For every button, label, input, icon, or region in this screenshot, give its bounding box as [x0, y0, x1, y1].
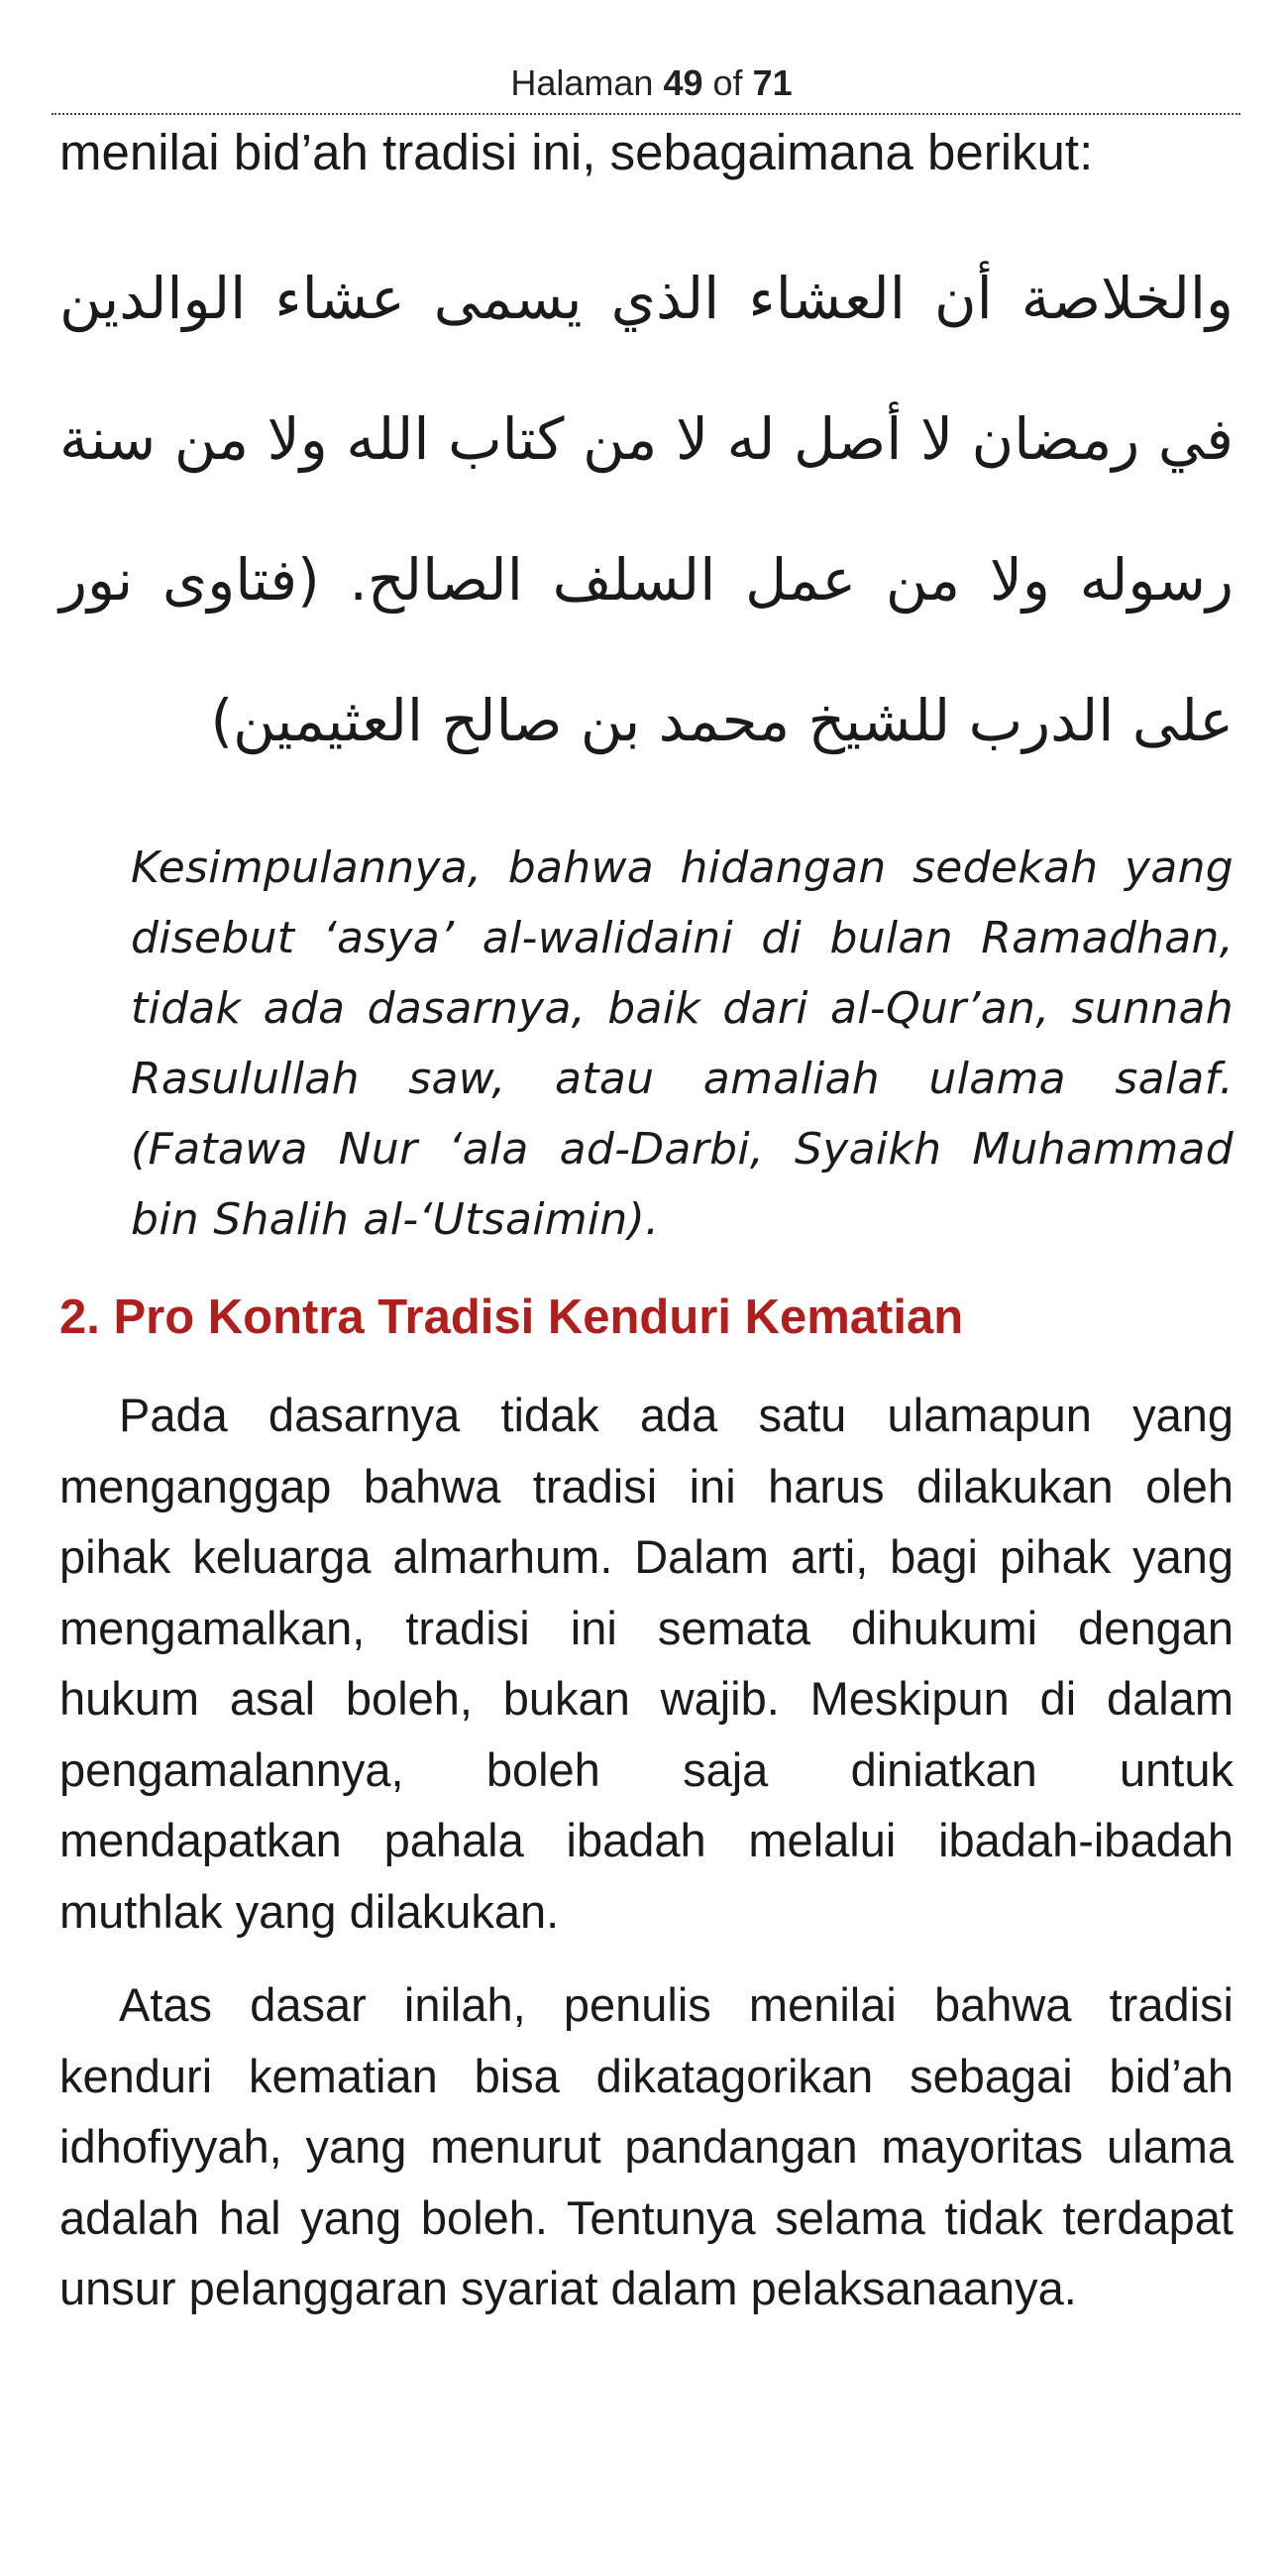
header-divider [52, 113, 1240, 115]
intro-line: menilai bid’ah tradisi ini, sebagaimana berikut: [59, 124, 1094, 180]
section-heading: 2. Pro Kontra Tradisi Kenduri Kematian [59, 1290, 964, 1344]
current-page-number: 49 [663, 62, 703, 103]
page-separator: of [712, 62, 743, 103]
total-page-number: 71 [752, 62, 793, 103]
quote-translation: Kesimpulannya, bahwa hidangan sedekah yang disebut ‘asya’ al-walidaini di bulan Ramadhan, tidak ada dasarnya, baik dari al-Qur’an, sunnah Rasulullah saw, atau amaliah ulama salaf. (Fatawa Nur ‘ala ad-Darbi, Syaikh Muhammad bin Shalih al-‘Utsaimin). [131, 842, 1234, 1245]
page-label: Halaman [510, 62, 654, 103]
page-header [59, 61, 1243, 105]
body-paragraph-2: Atas dasar inilah, penulis menilai bahwa tradisi kenduri kematian bisa dikatagorikan sebagai bid’ah idhofiyyah, yang menurut pandangan mayoritas ulama adalah hal yang boleh. Tentunya selama tidak terdapat unsur pelanggaran syariat dalam pelaksanaanya. [59, 1978, 1234, 2314]
arabic-quote: والخلاصة أن العشاء الذي يسمى عشاء الوالدين في رمضان لا أصل له لا من كتاب الله ولا من سنة رسوله ولا من عمل السلف الصالح. (فتاوى نور على الدرب للشيخ محمد بن صالح العثيمين) [59, 265, 1234, 754]
body-paragraph-1: Pada dasarnya tidak ada satu ulamapun yang menganggap bahwa tradisi ini harus dilakukan oleh pihak keluarga almarhum. Dalam arti, bagi pihak yang mengamalkan, tradisi ini semata dihukumi dengan hukum asal boleh, bukan wajib. Meskipun di dalam pengamalannya, boleh saja diniatkan untuk mendapatkan pahala ibadah melalui ibadah-ibadah muthlak yang dilakukan. [59, 1389, 1234, 1938]
